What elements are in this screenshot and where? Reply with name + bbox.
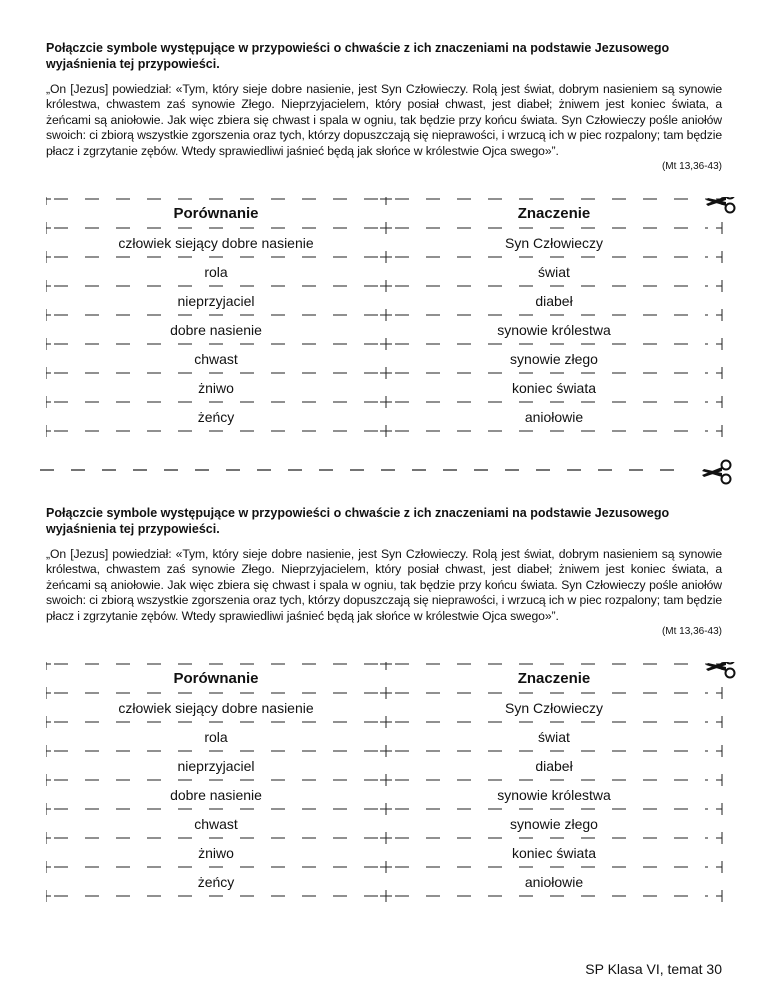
header-meaning: Znaczenie <box>517 205 591 222</box>
page-footer: SP Klasa VI, temat 30 <box>585 961 722 977</box>
worksheet-section-2 <box>46 505 722 638</box>
comparison-cell: człowiek siejący dobre nasienie <box>118 699 314 716</box>
meaning-cell: aniołowie <box>524 408 584 425</box>
page-cut-line <box>40 456 740 486</box>
comparison-cell: dobre nasienie <box>170 321 262 338</box>
table-row <box>46 286 722 315</box>
matching-table-1 <box>46 197 722 442</box>
meaning-cell: synowie królestwa <box>497 321 611 338</box>
table-row <box>46 780 722 809</box>
scissors-icon <box>702 461 731 484</box>
meaning-cell: Syn Człowieczy <box>504 234 604 251</box>
table-row <box>46 867 722 896</box>
instruction-text: Połączcie symbole występujące w przypowieści o chwaście z ich znaczeniami na podstawie Jezusowego wyjaśnienia tej przypowieści. <box>46 41 670 71</box>
meaning-cell: świat <box>538 263 570 280</box>
meaning-cell: synowie złego <box>510 350 598 367</box>
comparison-cell: człowiek siejący dobre nasienie <box>118 234 314 251</box>
table-row <box>46 693 722 722</box>
meaning-cell: aniołowie <box>524 873 584 890</box>
matching-table-2 <box>46 662 722 907</box>
meaning-cell: diabeł <box>535 757 573 774</box>
header-meaning: Znaczenie <box>517 670 591 687</box>
comparison-cell: dobre nasienie <box>170 786 262 803</box>
header-comparison: Porównanie <box>173 670 259 687</box>
comparison-cell: chwast <box>194 815 238 832</box>
table-row <box>46 751 722 780</box>
table-row <box>46 373 722 402</box>
meaning-cell: świat <box>538 728 570 745</box>
meaning-cell: Syn Człowieczy <box>504 699 604 716</box>
instruction-text: Połączcie symbole występujące w przypowieści o chwaście z ich znaczeniami na podstawie Jezusowego wyjaśnienia tej przypowieści. <box>46 506 670 536</box>
worksheet-section-1 <box>46 40 722 173</box>
meaning-cell: koniec świata <box>511 844 597 861</box>
comparison-cell: rola <box>204 263 228 280</box>
table-row <box>46 722 722 751</box>
comparison-cell: żeńcy <box>197 873 235 890</box>
meaning-cell: synowie złego <box>510 815 598 832</box>
table-row <box>46 257 722 286</box>
table-header <box>46 664 722 693</box>
scripture-reference: (Mt 13,36-43) <box>661 161 722 173</box>
meaning-cell: koniec świata <box>511 379 597 396</box>
comparison-cell: żniwo <box>198 844 234 861</box>
table-row <box>46 809 722 838</box>
table-row <box>46 838 722 867</box>
meaning-cell: diabeł <box>535 292 573 309</box>
comparison-cell: nieprzyjaciel <box>177 292 255 309</box>
meaning-cell: synowie królestwa <box>497 786 611 803</box>
comparison-cell: rola <box>204 728 228 745</box>
comparison-cell: chwast <box>194 350 238 367</box>
table-row <box>46 228 722 257</box>
scripture-reference: (Mt 13,36-43) <box>661 626 722 638</box>
table-row <box>46 315 722 344</box>
scripture-quote: „On [Jezus] powiedział: «Tym, który sieje dobre nasienie, jest Syn Człowieczy. Rolą jest świat, dobrym nasieniem są synowie królestwa, chwastem zaś synowie Złego. Nieprzyjacielem, który posiał chwast, jest diabeł; żniwem jest koniec świata, a żeńcami są aniołowie. Jak więc zbiera się chwast i spala w ogniu, tak będzie przy końcu świata. Syn Człowieczy pośle aniołów swoich: ci zbiorą wszystkie zgorszenia oraz tych, którzy dopuszczają się nieprawości, i wrzucą ich w piec rozpalony; tam będzie płacz i zgrzytanie zębów. Wtedy sprawiedliwi jaśnieć będą jak słońce w królestwie Ojca swego»”. <box>46 82 722 158</box>
comparison-cell: nieprzyjaciel <box>177 757 255 774</box>
table-header <box>46 199 722 228</box>
header-comparison: Porównanie <box>173 205 259 222</box>
comparison-cell: żeńcy <box>197 408 235 425</box>
table-row <box>46 344 722 373</box>
table-row <box>46 402 722 431</box>
scripture-quote: „On [Jezus] powiedział: «Tym, który sieje dobre nasienie, jest Syn Człowieczy. Rolą jest świat, dobrym nasieniem są synowie królestwa, chwastem zaś synowie Złego. Nieprzyjacielem, który posiał chwast, jest diabeł; żniwem jest koniec świata, a żeńcami są aniołowie. Jak więc zbiera się chwast i spala w ogniu, tak będzie przy końcu świata. Syn Człowieczy pośle aniołów swoich: ci zbiorą wszystkie zgorszenia oraz tych, którzy dopuszczają się nieprawości, i wrzucą ich w piec rozpalony; tam będzie płacz i zgrzytanie zębów. Wtedy sprawiedliwi jaśnieć będą jak słońce w królestwie Ojca swego»”. <box>46 547 722 623</box>
comparison-cell: żniwo <box>198 379 234 396</box>
